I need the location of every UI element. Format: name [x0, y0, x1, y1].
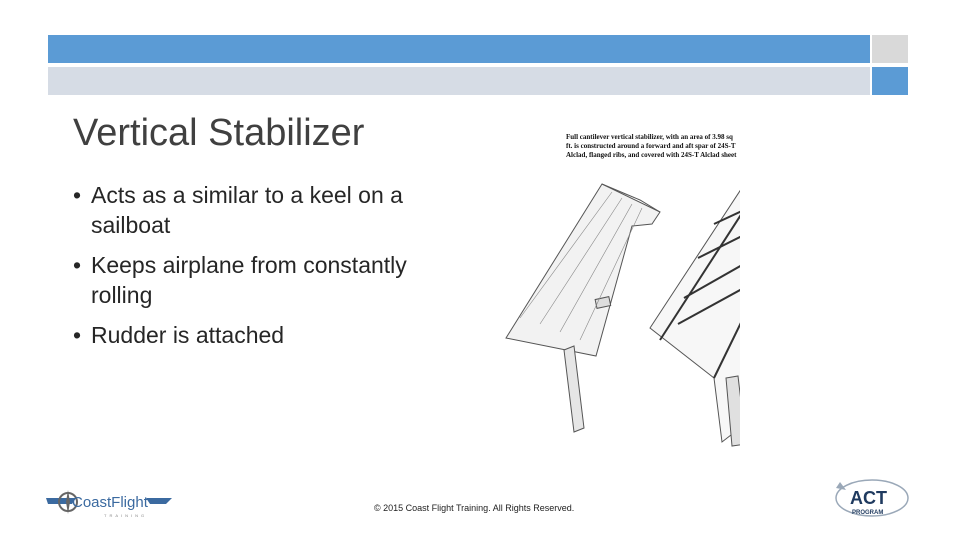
header-band-blue-end — [872, 67, 908, 95]
bullet-text: Keeps airplane from constantly rolling — [91, 252, 407, 308]
header-band-grey-end — [872, 35, 908, 63]
vertical-stabilizer-illustration — [500, 128, 740, 448]
bullet-glyph: • — [73, 252, 82, 278]
bullet-item — [73, 180, 463, 240]
figure-caption: Full cantilever vertical stabilizer, with an area of 3.98 sq ft. is constructed around a forward and aft spar of 24S-T Alclad, flanged ribs, and covered with 24S-T Alclad sheet — [566, 133, 737, 159]
act-program-logo — [832, 478, 912, 522]
bullet-list — [73, 180, 463, 360]
coastflight-logo-wordmark: CoastFlight — [72, 494, 148, 511]
bullet-text: Rudder is attached — [91, 322, 285, 348]
header-band-blue — [48, 35, 870, 63]
bullet-text: Acts as a similar to a keel on a sailboat — [91, 182, 403, 238]
bullet-item — [73, 250, 463, 310]
bullet-glyph: • — [73, 322, 82, 348]
copyright-footer: © 2015 Coast Flight Training. All Rights Reserved. — [374, 503, 575, 513]
svg-text:PROGRAM: PROGRAM — [852, 510, 884, 516]
svg-text:TRAINING: TRAINING — [104, 513, 148, 518]
bullet-item — [73, 320, 463, 350]
header-band-light — [48, 67, 870, 95]
slide-title: Vertical Stabilizer — [73, 112, 365, 154]
act-logo-wordmark: ACT — [850, 488, 887, 508]
bullet-glyph: • — [73, 182, 82, 208]
coastflight-logo — [46, 482, 176, 522]
